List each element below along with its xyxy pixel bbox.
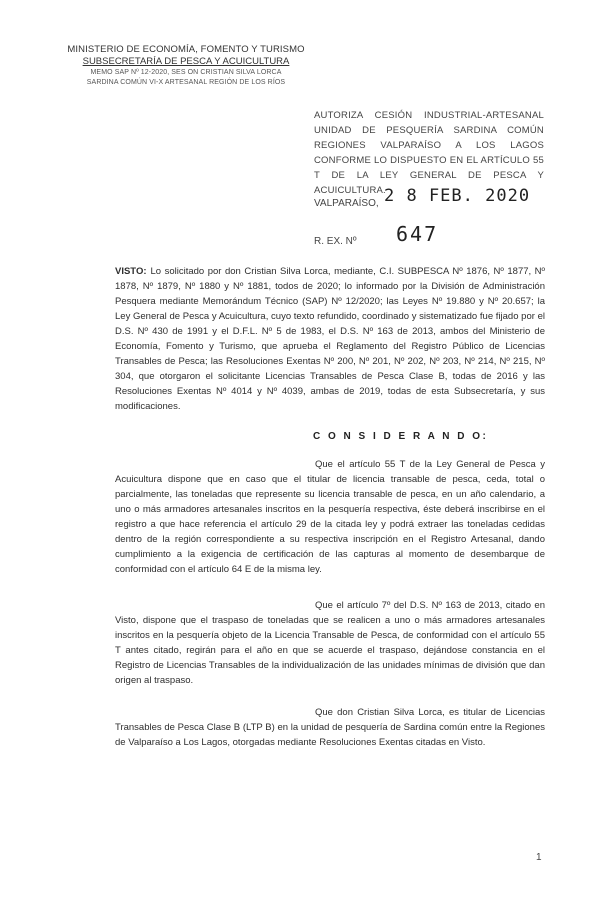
- visto-text: Lo solicitado por don Cristian Silva Lorca, mediante, C.I. SUBPESCA Nº 1876, Nº 1877, Nº 1878, Nº 1879, Nº 1880 y Nº 1881, todos de 2020; lo informado por la División de Administración Pesquera mediante Memorándum Técnico (SAP) Nº 12/2020; las Leyes Nº 19.880 y Nº 20.657; la Ley General de Pesca y Acuicultura, cuyo texto refundido, coordinado y sistematizado fue fijado por el D.S. Nº 430 de 1991 y el D.F.L. Nº 5 de 1983, el D.S. Nº 163 de 2013, ambos del Ministerio de Economía, Fomento y Turismo, que aprueba el Reglamento del Registro Público de Licencias Transables de Pesca; las Resoluciones Exentas Nº 200, Nº 201, Nº 202, Nº 203, Nº 214, Nº 215, Nº 304, que otorgaron el solicitante Licencias Transables de Pesca Clase B, todas de 2016 y las Resoluciones Exentas Nº 4014 y Nº 4039, ambas de 2019, todas de esta Subsecretaría, y sus modificaciones.: [115, 266, 545, 412]
- resolution-label: R. EX. Nº: [314, 236, 357, 247]
- visto-label: VISTO:: [115, 266, 147, 277]
- considerando-paragraph: Que don Cristian Silva Lorca, es titular de Licencias Transables de Pesca Clase B (LTP B) en la unidad de pesquería de Sardina común entre la Regiones de Valparaíso a Los Lagos, otorgadas mediante Resoluciones Exentas citadas en Visto.: [115, 707, 545, 748]
- visto-section: [115, 264, 545, 414]
- memo-reference: MEMO SAP Nº 12-2020, SES ON CRISTIAN SILVA LORCA: [90, 69, 282, 76]
- resolution-number: 647: [396, 222, 439, 246]
- ministry-name: MINISTERIO DE ECONOMÍA, FOMENTO Y TURISMO: [67, 44, 305, 55]
- page-number: 1: [536, 852, 542, 863]
- date-stamp: 2 8 FEB. 2020: [384, 186, 531, 206]
- letterhead: [66, 44, 306, 88]
- place-label: VALPARAÍSO,: [314, 198, 379, 209]
- resolution-title: AUTORIZA CESIÓN INDUSTRIAL-ARTESANAL UNIDAD DE PESQUERÍA SARDINA COMÚN REGIONES VALPARAÍSO A LOS LAGOS CONFORME LO DISPUESTO EN EL ARTÍCULO 55 T DE LA LEY GENERAL DE PESCA Y ACUICULTURA.: [314, 110, 544, 196]
- considerando-paragraph: Que el artículo 55 T de la Ley General de Pesca y Acuicultura dispone que en caso que el titular de licencia transable de pesca, ceda, total o parcialmente, las toneladas que represente su licencia transable de pesca, en un año calendario, a uno o más armadores artesanales inscritos en la pesquería respectiva, éste deberá inscribirse en el registro a que hace referencia el artículo 29 de la citada ley y podrá extraer las toneladas cedidas dentro de la región correspondiente a su respectiva inscripción en el Registro Artesanal, dando cumplimiento a la exigencia de certificación de las capturas al momento de desembarque de conformidad con el artículo 64 E de la misma ley.: [115, 459, 545, 575]
- considerando-heading: C O N S I D E R A N D O:: [313, 431, 489, 442]
- subject-reference: SARDINA COMÚN VI-X ARTESANAL REGIÓN DE LOS RÍOS: [86, 79, 286, 86]
- subsecretaria-name: SUBSECRETARÍA DE PESCA Y ACUICULTURA: [82, 56, 290, 67]
- considerando-paragraph: Que el artículo 7º del D.S. Nº 163 de 2013, citado en Visto, dispone que el traspaso de toneladas que se realicen a uno o más armadores artesanales inscritos en la pesquería objeto de la Licencia Transable de Pesca, de conformidad con el artículo 55 T antes citado, regirán para el año en que se acuerde el traspaso, dejándose constancia en el Registro de Licencias Transables de la individualización de las unidades mínimas de división que dan origen al traspaso.: [115, 600, 545, 686]
